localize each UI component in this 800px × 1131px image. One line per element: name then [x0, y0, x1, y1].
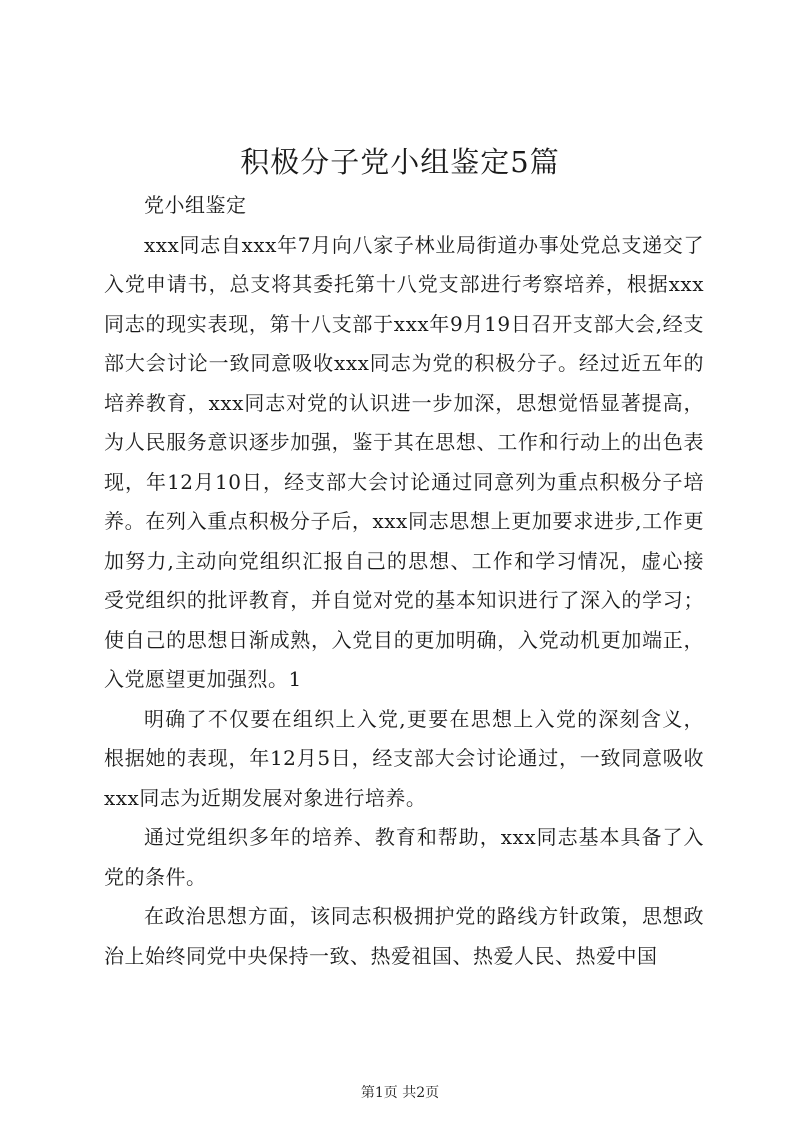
document-title: 积极分子党小组鉴定5篇: [240, 145, 560, 179]
body-paragraph: 在政治思想方面，该同志积极拥护党的路线方针政策，思想政治上始终同党中央保持一致、热爱祖国、热爱人民、热爱中国: [104, 904, 704, 968]
page-footer: 第1页 共2页: [360, 1085, 440, 1101]
document-body: [104, 186, 704, 976]
body-paragraph: xxx同志自xxx年7月向八家子林业局街道办事处党总支递交了入党申请书，总支将其委托第十八党支部进行考察培养，根据xxx同志的现实表现，第十八支部于xxx年9月19日召开支部大会,经支部大会讨论一致同意吸收xxx同志为党的积极分子。经过近五年的培养教育，xxx同志对党的认识进一步加深，思想觉悟显著提高，为人民服务意识逐步加强，鉴于其在思想、工作和行动上的出色表现，年12月10日，经支部大会讨论通过同意列为重点积极分子培养。在列入重点积极分子后，xxx同志思想上更加要求进步,工作更加努力,主动向党组织汇报自己的思想、工作和学习情况，虚心接受党组织的批评教育，并自觉对党的基本知识进行了深入的学习；使自己的思想日渐成熟，入党目的更加明确，入党动机更加端正，入党愿望更加强烈。1: [104, 232, 704, 691]
section-heading: 党小组鉴定: [144, 193, 247, 217]
body-paragraph: 通过党组织多年的培养、教育和帮助，xxx同志基本具备了入党的条件。: [104, 825, 704, 889]
body-paragraph: 明确了不仅要在组织上入党,更要在思想上入党的深刻含义，根据她的表现，年12月5日，经支部大会讨论通过，一致同意吸收xxx同志为近期发展对象进行培养。: [104, 706, 704, 810]
